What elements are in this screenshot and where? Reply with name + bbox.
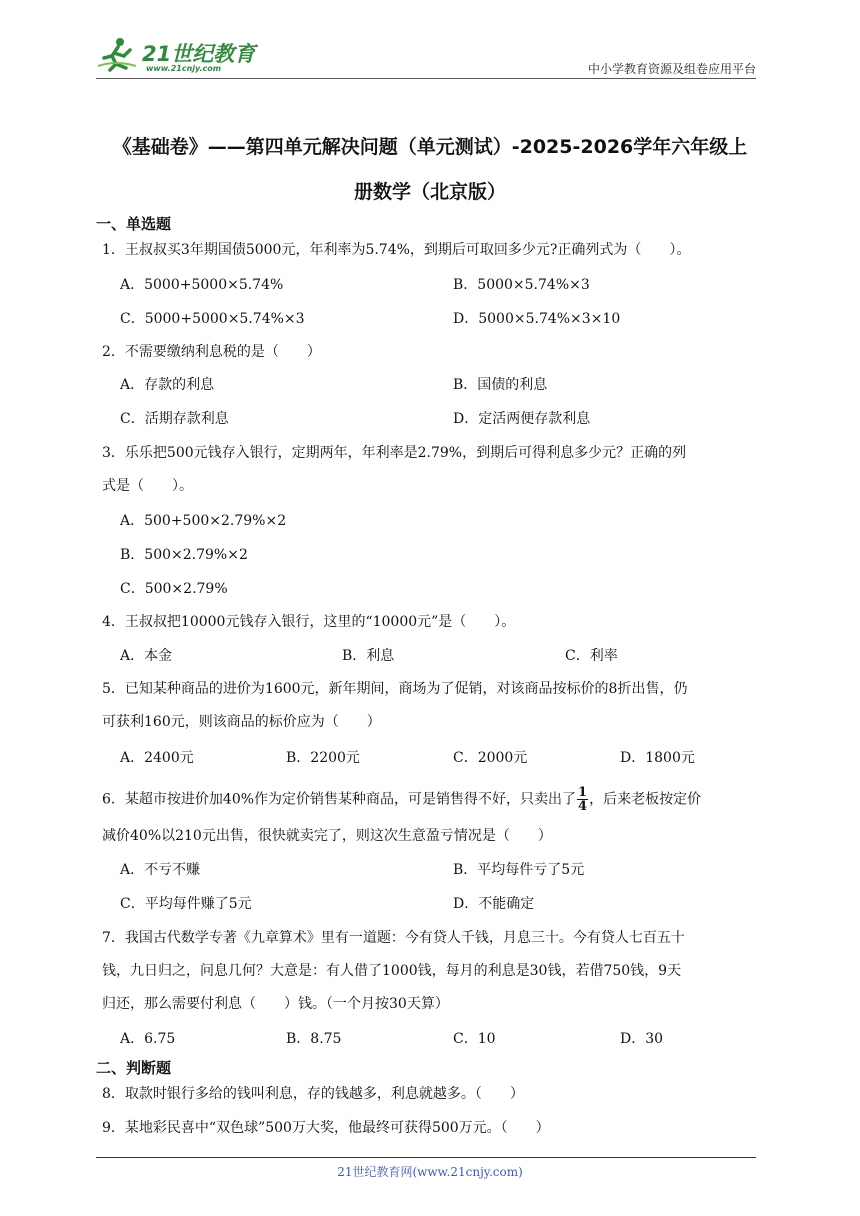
question-8: 8．取款时银行多给的钱叫利息，存的钱越多，利息就越多。（ ） [102, 1086, 524, 1102]
question-1: 1．王叔叔买3年期国债5000元，年利率为5.74%，到期后可取回多少元?正确列式为（ ）。 [102, 242, 691, 258]
question-5-line2: 可获利160元，则该商品的标价应为（ ） [102, 714, 381, 730]
question-4: 4．王叔叔把10000元钱存入银行，这里的“10000元”是（ ）。 [102, 614, 516, 630]
q7-option-c: C．10 [453, 1031, 496, 1047]
q1-option-d: D．5000×5.74%×3×10 [453, 311, 621, 327]
question-3-line2: 式是（ ）。 [102, 478, 193, 494]
question-6-line1 [102, 786, 762, 813]
q5-option-d: D．1800元 [620, 750, 695, 766]
q6-option-d: D．不能确定 [453, 896, 535, 912]
q7-option-d: D．30 [620, 1031, 664, 1047]
q7-option-b: B．8.75 [286, 1031, 342, 1047]
q2-option-c: C．活期存款利息 [120, 411, 229, 427]
q1-option-c: C．5000+5000×5.74%×3 [120, 311, 305, 327]
q2-option-a: A．存款的利息 [120, 377, 215, 393]
q1-option-b: B．5000×5.74%×3 [453, 277, 590, 293]
question-3-line1: 3．乐乐把500元钱存入银行，定期两年，年利率是2.79%，到期后可得利息多少元？正确的列 [102, 445, 687, 461]
q1-option-a: A．5000+5000×5.74% [120, 277, 284, 293]
logo-text: 21世纪教育 [142, 42, 256, 66]
q4-option-a: A．本金 [120, 648, 173, 664]
logo-url: www.21cnjy.com [146, 64, 222, 73]
question-7-line2: 钱，九日归之，问息几何？大意是：有人借了1000钱，每月的利息是30钱，若借750钱，9天 [102, 963, 682, 979]
fraction-one-quarter [577, 786, 588, 813]
question-6-line2: 减价40%以210元出售，很快就卖完了，则这次生意盈亏情况是（ ） [102, 828, 552, 844]
footer-divider [96, 1157, 756, 1158]
q6-option-b: B．平均每件亏了5元 [453, 862, 585, 878]
q2-option-b: B．国债的利息 [453, 377, 548, 393]
q4-option-b: B．利息 [342, 648, 395, 664]
q2-option-d: D．定活两便存款利息 [453, 411, 591, 427]
q7-option-a: A．6.75 [120, 1031, 176, 1047]
q3-option-c: C．500×2.79% [120, 581, 228, 597]
q4-option-c: C．利率 [565, 648, 618, 664]
fraction-denominator: 4 [578, 799, 588, 814]
q3-option-a: A．500+500×2.79%×2 [120, 513, 287, 529]
page-header [96, 30, 756, 79]
runner-icon [96, 36, 138, 72]
question-6-text-a: 6．某超市按进价加40%作为定价销售某种商品，可是销售得不好，只卖出了 [102, 791, 577, 808]
section-true-false: 二、判断题 [96, 1059, 172, 1077]
question-7-line3: 归还，那么需要付利息（ ）钱。（一个月按30天算） [102, 996, 449, 1012]
q5-option-b: B．2200元 [286, 750, 360, 766]
q6-option-c: C．平均每件赚了5元 [120, 896, 252, 912]
q6-option-a: A．不亏不赚 [120, 862, 201, 878]
q5-option-c: C．2000元 [453, 750, 528, 766]
platform-name: 中小学教育资源及组卷应用平台 [587, 62, 756, 76]
question-7-line1: 7．我国古代数学专著《九章算术》里有一道题：今有贷人千钱，月息三十。今有贷人七百五十 [102, 930, 685, 946]
question-9: 9．某地彩民喜中“双色球”500万大奖，他最终可获得500万元。（ ） [102, 1120, 550, 1136]
question-6-text-b: ，后来老板按定价 [589, 791, 702, 808]
footer-site-link[interactable]: 21世纪教育网(www.21cnjy.com) [337, 1165, 523, 1179]
question-5-line1: 5．已知某种商品的进价为1600元，新年期间，商场为了促销，对该商品按标价的8折出售，仍 [102, 681, 688, 697]
site-logo[interactable] [96, 34, 266, 74]
q5-option-a: A．2400元 [120, 750, 194, 766]
q3-option-b: B．500×2.79%×2 [120, 547, 248, 563]
doc-title-line2: 册数学（北京版） [353, 181, 506, 203]
doc-title-line1: 《基础卷》——第四单元解决问题（单元测试）-2025-2026学年六年级上 [112, 136, 748, 158]
question-2: 2．不需要缴纳利息税的是（ ） [102, 344, 321, 360]
fraction-numerator: 1 [578, 785, 588, 800]
section-single-choice: 一、单选题 [96, 215, 172, 233]
